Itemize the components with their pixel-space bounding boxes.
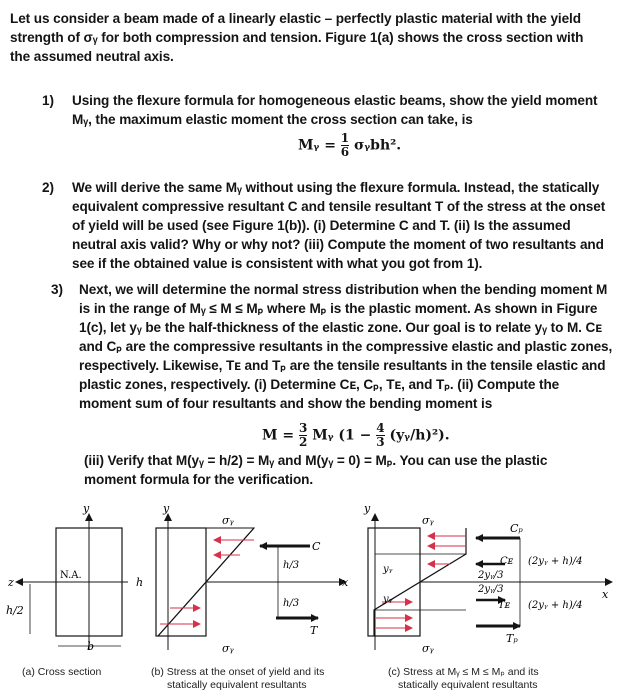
yy-bot-label: yᵧ <box>383 594 393 605</box>
two-yy3-top-label: 2yᵧ/3 <box>478 570 504 581</box>
T-label: T <box>310 624 318 637</box>
TP-label: Tₚ <box>506 632 518 645</box>
sigma-top-b: σᵧ <box>222 514 234 527</box>
q3-eq-fraction-1 <box>299 422 307 449</box>
b-label: b <box>87 640 95 653</box>
q3-number: 3) <box>51 282 64 297</box>
x-axis-label-c: x <box>602 588 609 601</box>
lever-bot-label: (2yᵧ + h)/4 <box>528 600 583 611</box>
yy-top-label: yᵧ <box>383 564 393 575</box>
sigma-bot-b: σᵧ <box>222 642 234 655</box>
q2-line: see if the obtained value is consistent with what you got from 1). <box>72 256 483 271</box>
q1-eq-lhs: Mᵧ = <box>298 137 341 154</box>
caption-c-line: statically equivalent resultants <box>398 679 538 691</box>
q3-eq-f1-den: 2 <box>298 435 308 449</box>
q2-number: 2) <box>42 180 55 195</box>
caption-b <box>151 666 324 692</box>
x-axis-label-b: x <box>342 576 349 589</box>
two-yy3-bot-label: 2yᵧ/3 <box>478 584 504 595</box>
q3-eq-f2-num: 4 <box>376 421 385 435</box>
y-axis-label-b: y <box>163 502 170 515</box>
q3-line: moment formula for the verification. <box>84 472 314 487</box>
C-label: C <box>312 540 321 553</box>
q3-line: plastic zones, respectively. (i) Determine Cᴇ, Cₚ, Tᴇ, and Tₚ. (ii) Compute the <box>79 377 560 392</box>
q2-line: of yield will be used (see Figure 1(b)). (i) Determine C and T. (ii) Is the assumed <box>72 218 571 233</box>
q3-line: (iii) Verify that M(yᵧ = h/2) = Mᵧ and M(yᵧ = 0) = Mₚ. You can use the plastic <box>84 453 548 468</box>
q3-equation <box>262 422 450 449</box>
beam-section-c <box>368 528 420 636</box>
h-label: h <box>136 576 144 589</box>
q1-equation <box>298 132 401 159</box>
q3-line: respectively. Likewise, Tᴇ and Tₚ are the tensile resultants in the tensile elastic and <box>79 358 606 373</box>
lever-top-label: (2yᵧ + h)/4 <box>528 556 583 567</box>
q1-number: 1) <box>42 93 55 108</box>
CE-label: Cᴇ <box>500 556 514 567</box>
q1-eq-frac-den: 6 <box>340 145 350 159</box>
q2-line: We will derive the same Mᵧ without using the flexure formula. Instead, the statically <box>72 180 600 195</box>
h3-top-label: h/3 <box>283 560 300 571</box>
y-axis-label: y <box>83 502 90 515</box>
caption-c-line: (c) Stress at Mᵧ ≤ M ≤ Mₚ and its <box>388 666 539 678</box>
caption-c <box>388 666 539 692</box>
sigma-bot-c: σᵧ <box>422 642 434 655</box>
q3-eq-fraction-2 <box>376 422 384 449</box>
h3-bot-label: h/3 <box>283 598 300 609</box>
cross-section-panel <box>6 502 143 653</box>
q2-line: equivalent compressive resultant C and tensile resultant T of the stress at the onset <box>72 199 606 214</box>
q3-eq-mid: Mᵧ (1 − <box>312 427 377 444</box>
onset-of-yield-panel <box>156 502 349 655</box>
q3-line: and Cₚ are the compressive resultants in the compressive elastic and plastic zones, <box>79 339 613 354</box>
caption-b-line: statically equivalent resultants <box>167 679 307 691</box>
q2-line: neutral axis valid? Why or why not? (iii) Compute the moment of two resultants and <box>72 237 604 252</box>
q1-line: Using the flexure formula for homogeneous elastic beams, show the yield moment <box>72 93 598 108</box>
z-axis-label: z <box>8 576 14 589</box>
q1-eq-frac-num: 1 <box>340 131 350 145</box>
q1-line: Mᵧ, the maximum elastic moment the cross section can take, is <box>72 112 473 127</box>
caption-a: (a) Cross section <box>22 666 102 678</box>
q3-eq-tail: (yᵧ/h)²). <box>389 427 450 444</box>
intro-line: Let us consider a beam made of a linearly elastic – perfectly plastic material with the yield <box>10 11 581 26</box>
q1-eq-fraction <box>341 132 349 159</box>
beam-section-b <box>156 528 206 636</box>
y-axis-label-c: y <box>364 502 371 515</box>
caption-b-line: (b) Stress at the onset of yield and its <box>151 666 325 678</box>
q3-line: moment sum of four resultants and show the bending moment is <box>79 396 493 411</box>
q1-eq-rhs: σᵧbh². <box>354 137 402 154</box>
q3-eq-f2-den: 3 <box>376 435 385 449</box>
TE-label: Tᴇ <box>498 600 511 611</box>
q3-eq-f1-num: 3 <box>298 421 308 435</box>
intro-line: the assumed neutral axis. <box>10 49 174 64</box>
h2-label: h/2 <box>6 604 24 617</box>
elastic-plastic-panel <box>363 502 612 655</box>
q3-line: Next, we will determine the normal stress distribution when the bending moment M <box>79 282 608 297</box>
q3-line: 1(c), let yᵧ be the half-thickness of the elastic zone. Our goal is to relate yᵧ to M. Cᴇ <box>79 320 602 335</box>
CP-label: Cₚ <box>510 522 523 535</box>
q3-eq-lhs: M = <box>262 427 299 444</box>
q3-line: is in the range of Mᵧ ≤ M ≤ Mₚ where Mₚ is the plastic moment. As shown in Figure <box>79 301 598 316</box>
neutral-axis-label: N.A. <box>60 570 82 581</box>
sigma-top-c: σᵧ <box>422 514 434 527</box>
intro-line: strength of σᵧ for both compression and tension. Figure 1(a) shows the cross section with <box>10 30 584 45</box>
